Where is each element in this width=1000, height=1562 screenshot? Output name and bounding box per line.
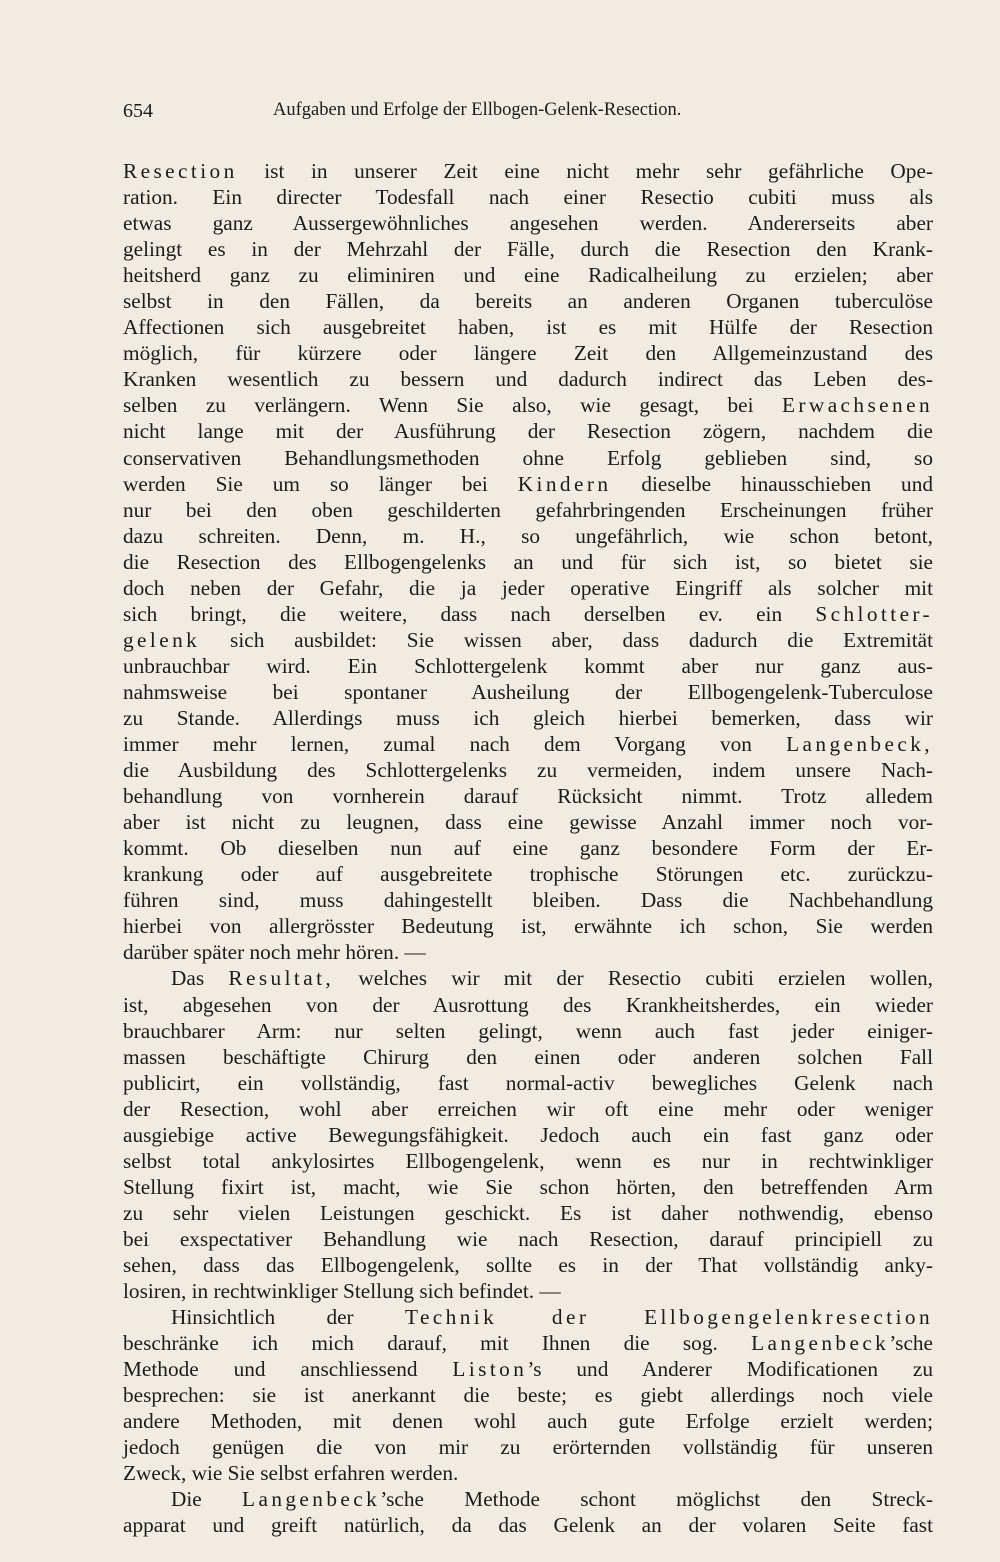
text-line: publicirt, ein vollständig, fast normal-activ bewegliches Gelenk nach <box>123 1070 933 1095</box>
text-line: ration. Ein directer Todesfall nach einer Resectio cubiti muss als <box>123 185 933 210</box>
text-line: nicht lange mit der Ausführung der Resection zögern, nachdem die <box>123 419 933 444</box>
text-line: möglich, für kürzere oder längere Zeit den Allgemeinzustand des <box>123 341 933 366</box>
running-title: Aufgaben und Erfolge der Ellbogen-Gelenk-Resection. <box>273 100 682 120</box>
spaced-word: Technik der Ellbogengelenkresection <box>405 1305 934 1330</box>
text-line: ausgiebige active Bewegungsfähigkeit. Jedoch auch ein fast ganz oder <box>123 1122 933 1147</box>
spaced-word: Liston <box>452 1357 528 1382</box>
text-line: conservativen Behandlungsmethoden ohne Erfolg geblieben sind, so <box>123 445 933 470</box>
spaced-word: Kindern <box>517 471 612 496</box>
text-line: immer mehr lernen, zumal nach dem Vorgang von Langenbeck, <box>123 732 933 757</box>
text-line: der Resection, wohl aber erreichen wir oft eine mehr oder weniger <box>123 1096 933 1121</box>
text-line: die Ausbildung des Schlottergelenks zu vermeiden, indem unsere Nach- <box>123 758 933 783</box>
text-line: Hinsichtlich der Technik der Ellbogengelenkresection <box>171 1305 934 1330</box>
text-line: werden Sie um so länger bei Kindern dieselbe hinausschieben und <box>123 471 933 496</box>
body-text <box>123 158 933 1538</box>
text-line: dazu schreiten. Denn, m. H., so ungefährlich, wie schon betont, <box>123 523 933 548</box>
text-line: hierbei von allergrösster Bedeutung ist, erwähnte ich schon, Sie werden <box>123 914 933 939</box>
text-line: darüber später noch mehr hören. — <box>123 940 426 965</box>
text-line: aber ist nicht zu leugnen, dass eine gewisse Anzahl immer noch vor- <box>123 810 933 835</box>
page-number: 654 <box>123 100 153 122</box>
text-line: selbst in den Fällen, da bereits an anderen Organen tuberculöse <box>123 289 933 314</box>
text-line: brauchbarer Arm: nur selten gelingt, wenn auch fast jeder einiger- <box>123 1018 933 1043</box>
text-line: nahmsweise bei spontaner Ausheilung der Ellbogengelenk-Tuberculose <box>123 679 933 704</box>
text-line: gelingt es in der Mehrzahl der Fälle, durch die Resection den Krank- <box>123 237 933 262</box>
text-line: kommt. Ob dieselben nun auf eine ganz besondere Form der Er- <box>123 836 933 861</box>
text-line: sehen, dass das Ellbogengelenk, sollte es in der That vollständig anky- <box>123 1252 933 1277</box>
text-line: losiren, in rechtwinkliger Stellung sich befindet. — <box>123 1279 561 1304</box>
text-line: führen sind, muss dahingestellt bleiben. Dass die Nachbehandlung <box>123 888 933 913</box>
spaced-word: Langenbeck <box>242 1487 381 1512</box>
spaced-word: Resection <box>123 159 238 183</box>
text-line: ist, abgesehen von der Ausrottung des Krankheitsherdes, ein wieder <box>123 992 933 1017</box>
text-line: krankung oder auf ausgebreitete trophische Störungen etc. zurückzu- <box>123 862 933 887</box>
text-line: massen beschäftigte Chirurg den einen oder anderen solchen Fall <box>123 1044 933 1069</box>
text-line: nur bei den oben geschilderten gefahrbringenden Erscheinungen früher <box>123 497 933 522</box>
text-line: gelenk sich ausbildet: Sie wissen aber, dass dadurch die Extremität <box>123 627 934 652</box>
text-line: heitsherd ganz zu eliminiren und eine Radicalheilung zu erzielen; aber <box>123 263 933 288</box>
text-line: etwas ganz Aussergewöhnliches angesehen werden. Andererseits aber <box>123 211 933 236</box>
text-line: selbst total ankylosirtes Ellbogengelenk, wenn es nur in rechtwinkliger <box>123 1148 933 1173</box>
text-line: beschränke ich mich darauf, mit Ihnen die sog. Langenbeck’sche <box>123 1331 934 1356</box>
text-line: bei exspectativer Behandlung wie nach Resection, darauf principiell zu <box>123 1226 933 1251</box>
text-line: Zweck, wie Sie selbst erfahren werden. <box>123 1461 459 1486</box>
spaced-word: gelenk <box>123 627 201 652</box>
text-line: selben zu verlängern. Wenn Sie also, wie gesagt, bei Erwachsenen <box>123 393 933 418</box>
text-line: Die Langenbeck’sche Methode schont möglichst den Streck- <box>171 1487 933 1512</box>
spaced-word: Schlotter- <box>815 601 934 626</box>
text-line: besprechen: sie ist anerkannt die beste; es giebt allerdings noch viele <box>123 1383 933 1408</box>
text-line: Methode und anschliessend Liston’s und Anderer Modificationen zu <box>123 1357 933 1382</box>
text-line: Das Resultat, welches wir mit der Resectio cubiti erzielen wollen, <box>171 966 934 991</box>
text-line: Resection ist in unserer Zeit eine nicht mehr sehr gefährliche Ope- <box>123 159 933 183</box>
spaced-word: Langenbeck <box>751 1331 890 1356</box>
spaced-word: Resultat, <box>228 966 335 991</box>
text-line: Affectionen sich ausgebreitet haben, ist es mit Hülfe der Resection <box>123 315 933 340</box>
spaced-word: Langenbeck, <box>786 732 933 757</box>
text-line: zu sehr vielen Leistungen geschickt. Es ist daher nothwendig, ebenso <box>123 1200 933 1225</box>
text-line: doch neben der Gefahr, die ja jeder operative Eingriff als solcher mit <box>123 575 933 600</box>
text-line: Kranken wesentlich zu bessern und dadurch indirect das Leben des- <box>123 367 933 392</box>
text-line: andere Methoden, mit denen wohl auch gute Erfolge erzielt werden; <box>123 1409 933 1434</box>
spaced-word: Erwachsenen <box>781 393 933 418</box>
text-line: apparat und greift natürlich, da das Gelenk an der volaren Seite fast <box>123 1513 933 1538</box>
text-line: die Resection des Ellbogengelenks an und für sich ist, so bietet sie <box>123 549 933 574</box>
text-line: behandlung von vornherein darauf Rücksicht nimmt. Trotz alledem <box>123 784 933 809</box>
text-line: zu Stande. Allerdings muss ich gleich hierbei bemerken, dass wir <box>123 705 933 730</box>
text-line: unbrauchbar wird. Ein Schlottergelenk kommt aber nur ganz aus- <box>123 653 933 678</box>
text-line: jedoch genügen die von mir zu erörternden vollständig für unseren <box>123 1435 933 1460</box>
text-line: Stellung fixirt ist, macht, wie Sie schon hörten, den betreffenden Arm <box>123 1174 933 1199</box>
text-line: sich bringt, die weitere, dass nach derselben ev. ein Schlotter- <box>123 601 934 626</box>
page-header <box>123 100 783 130</box>
